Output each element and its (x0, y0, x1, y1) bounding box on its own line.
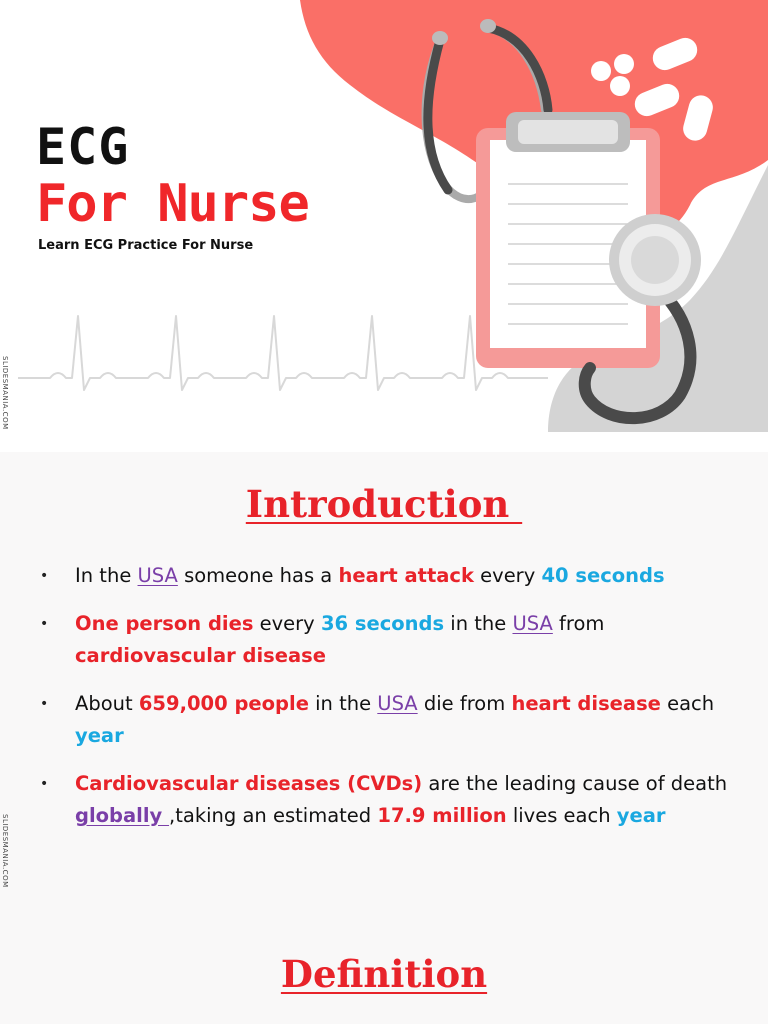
bullet-text-segment[interactable]: globally (75, 804, 170, 827)
bullet-text-segment: 36 seconds (320, 612, 445, 635)
bullet-text-segment: someone has a (177, 564, 339, 587)
bullet-item (40, 688, 740, 752)
bullet-text-segment: year (75, 724, 124, 747)
bullet-text-segment[interactable]: USA (512, 612, 553, 635)
bullet-dot-icon: • (40, 696, 49, 712)
bullet-text-segment: heart attack (338, 564, 474, 587)
bullet-text-segment: About (75, 692, 139, 715)
bullet-item (40, 768, 740, 832)
bullet-text-segment: year (616, 804, 666, 827)
bullet-text-segment: 17.9 million (377, 804, 507, 827)
bullet-text-segment: every (473, 564, 542, 587)
bullet-text-segment: from (552, 612, 605, 635)
bullet-text-segment: One person dies (75, 612, 254, 635)
bullet-text-segment[interactable]: USA (137, 564, 178, 587)
bullet-dot-icon: • (40, 568, 49, 584)
cover-title-ecg: ECG (36, 118, 130, 176)
bullet-text-segment: cardiovascular disease (75, 644, 327, 667)
definition-heading: Definition (280, 952, 488, 996)
ecg-line-icon (18, 316, 548, 390)
cover-slide (0, 0, 768, 432)
bullet-dot-icon: • (40, 776, 49, 792)
bullet-text-segment: are the leading cause of death (422, 772, 728, 795)
bullet-text-segment: in the (444, 612, 513, 635)
bullet-text-segment: Cardiovascular diseases (CVDs) (75, 772, 423, 795)
bullet-text-segment: heart disease (511, 692, 661, 715)
cover-title-for-nurse: For Nurse (36, 174, 309, 234)
bullet-text-segment: ,taking an estimated (169, 804, 378, 827)
bullet-text-segment: every (253, 612, 321, 635)
introduction-bullet-list (40, 560, 740, 848)
bullet-text-segment[interactable]: USA (377, 692, 418, 715)
introduction-heading: Introduction (245, 482, 523, 526)
bullet-dot-icon: • (40, 616, 49, 632)
watermark-text: SLIDESMANIA.COM (1, 814, 9, 888)
bullet-text-segment: die from (417, 692, 512, 715)
bullet-text-segment: in the (308, 692, 378, 715)
bullet-text-segment: each (660, 692, 715, 715)
watermark-text: SLIDESMANIA.COM (1, 356, 9, 430)
bullet-text-segment: lives each (506, 804, 617, 827)
introduction-slide (0, 452, 768, 1024)
bullet-text-segment: 40 seconds (541, 564, 665, 587)
cover-subtitle: Learn ECG Practice For Nurse (38, 238, 254, 253)
bullet-text-segment: 659,000 people (138, 692, 309, 715)
bullet-text-segment: In the (75, 564, 138, 587)
bullet-item (40, 608, 740, 672)
bullet-item (40, 560, 740, 592)
